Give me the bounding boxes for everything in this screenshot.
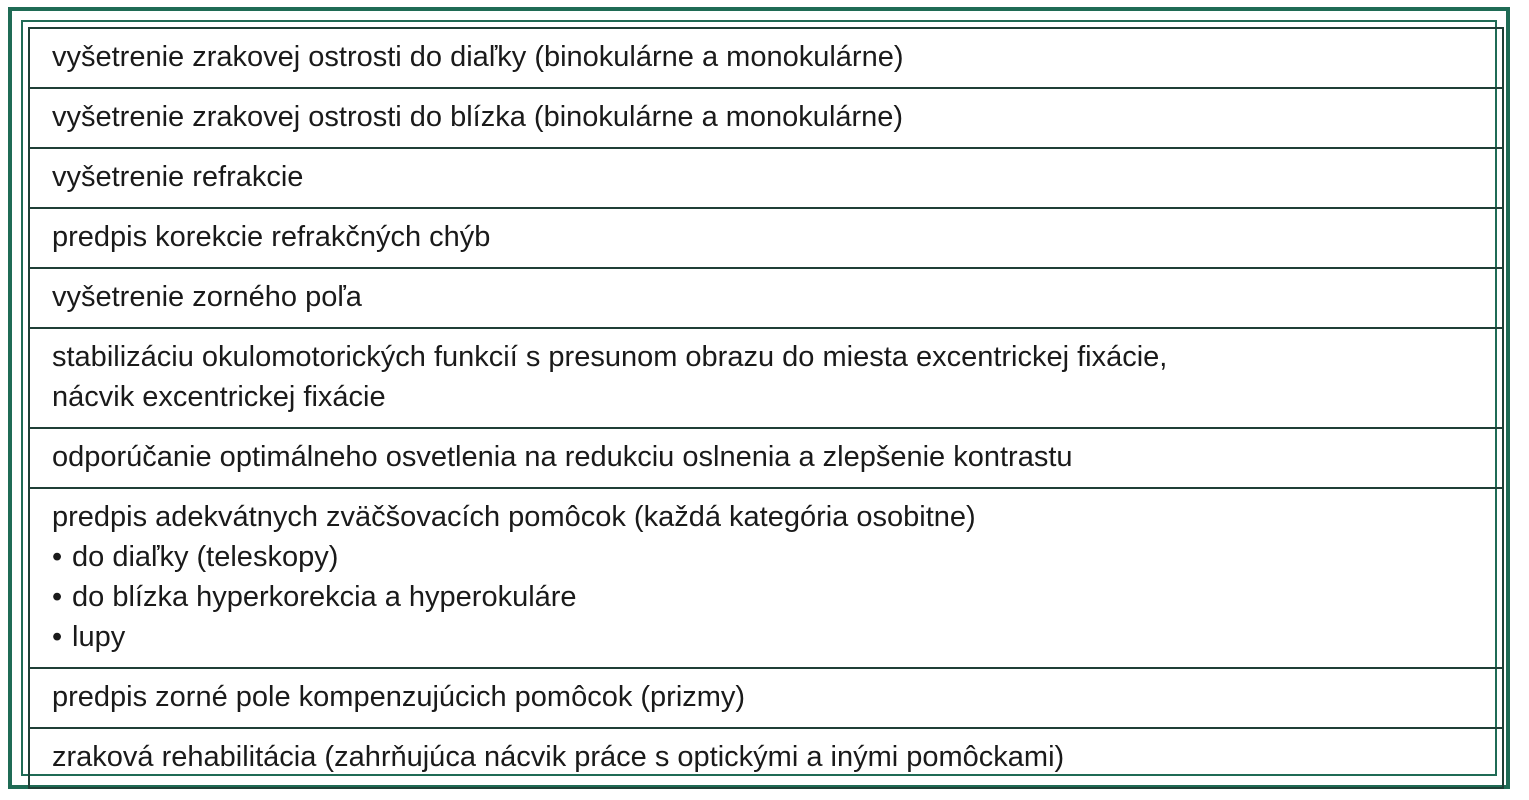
table-cell — [29, 28, 1503, 88]
table-row — [29, 488, 1503, 668]
table-row — [29, 28, 1503, 88]
table-cell — [29, 328, 1503, 428]
cell-text: odporúčanie optimálneho osvetlenia na redukciu oslnenia a zlepšenie kontrastu — [52, 441, 1073, 473]
table-row — [29, 728, 1503, 788]
table-cell — [29, 728, 1503, 788]
cell-text: stabilizáciu okulomotorických funkcií s presunom obrazu do miesta excentrickej fixácie, — [52, 341, 1168, 373]
procedures-table — [28, 27, 1504, 789]
table-row — [29, 328, 1503, 428]
table-row — [29, 268, 1503, 328]
cell-text: predpis korekcie refrakčných chýb — [52, 221, 491, 253]
table-row — [29, 428, 1503, 488]
table-inner-frame — [21, 20, 1497, 776]
bullet-item: • do diaľky (teleskopy) — [52, 537, 1480, 577]
cell-text: vyšetrenie zrakovej ostrosti do diaľky (binokulárne a monokulárne) — [52, 41, 904, 73]
cell-text: vyšetrenie zrakovej ostrosti do blízka (binokulárne a monokulárne) — [52, 101, 904, 133]
cell-text: vyšetrenie zorného poľa — [52, 281, 362, 313]
table-row — [29, 668, 1503, 728]
table-cell — [29, 428, 1503, 488]
table-frame — [8, 7, 1510, 789]
table-cell — [29, 668, 1503, 728]
cell-text: predpis adekvátnych zväčšovacích pomôcok (každá kategória osobitne) — [52, 501, 976, 533]
table-row — [29, 208, 1503, 268]
table-cell — [29, 88, 1503, 148]
bullet-item: • lupy — [52, 617, 1480, 657]
cell-text: vyšetrenie refrakcie — [52, 161, 304, 193]
cell-text: predpis zorné pole kompenzujúcich pomôcok (prizmy) — [52, 681, 746, 713]
table-cell — [29, 148, 1503, 208]
table-cell — [29, 488, 1503, 668]
table-row — [29, 148, 1503, 208]
cell-text: nácvik excentrickej fixácie — [52, 381, 386, 413]
table-row — [29, 88, 1503, 148]
cell-text: zraková rehabilitácia (zahrňujúca nácvik práce s optickými a inými pomôckami) — [52, 741, 1065, 773]
table-cell — [29, 208, 1503, 268]
table-cell — [29, 268, 1503, 328]
bullet-item: • do blízka hyperkorekcia a hyperokuláre — [52, 577, 1480, 617]
